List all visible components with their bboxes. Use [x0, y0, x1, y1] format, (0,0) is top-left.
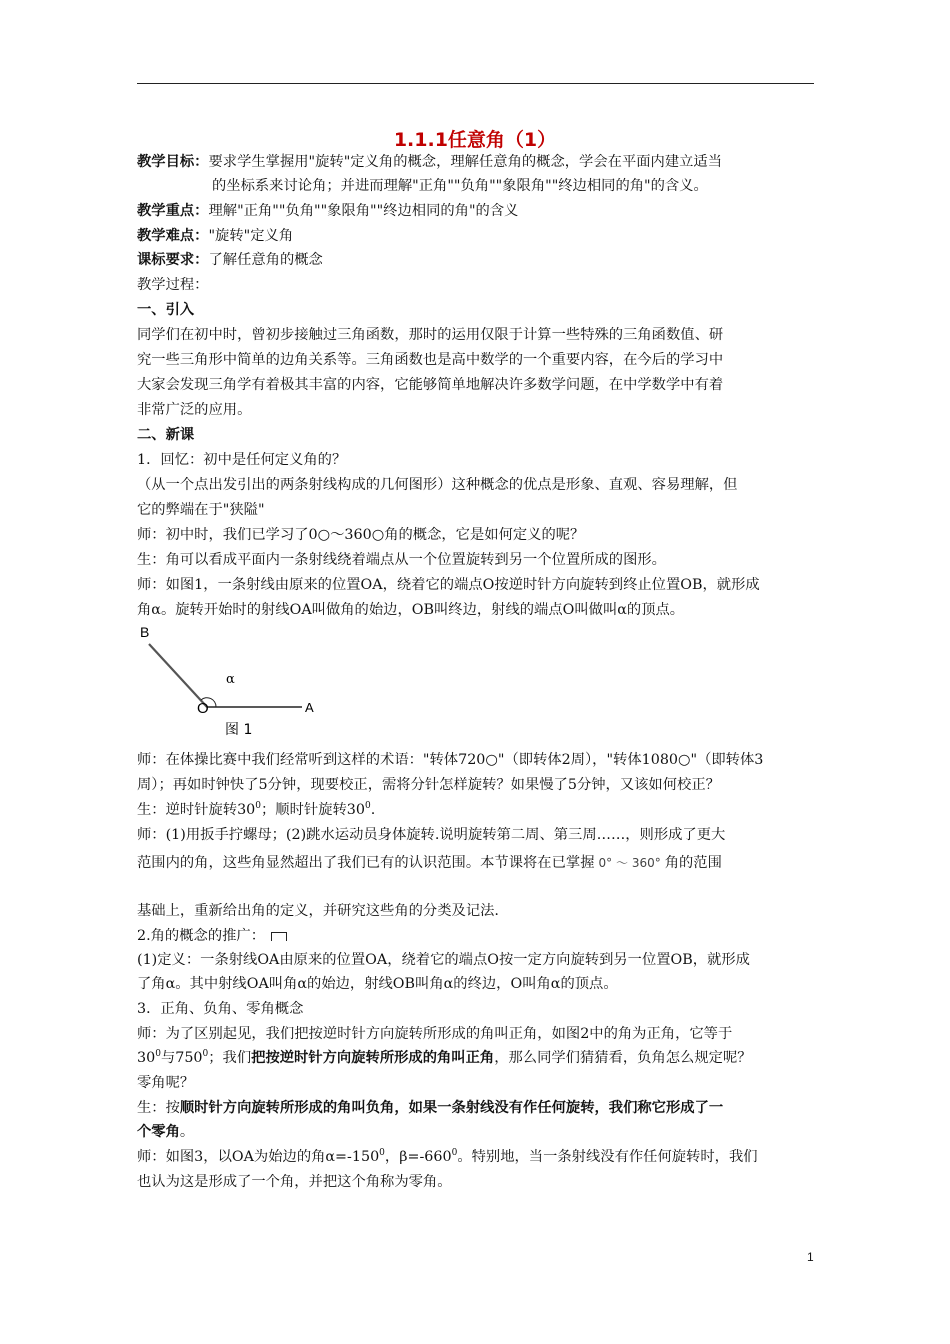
- goal-line-2: 的坐标系来讨论角；并进而理解"正角""负角""象限角""终边相同的角"的含义。: [212, 178, 708, 194]
- body-line: 3．正角、负角、零角概念: [137, 1001, 304, 1017]
- header-rule: [137, 83, 814, 84]
- body-line: 师：如图3，以OA为始边的角$\alpha=-150^0$，$\beta=-660^0$。特别地，当一条射线没有作任何旋转时，我们: [137, 1148, 758, 1165]
- lesson-line: 师：如图1，一条射线由原来的位置OA，绕着它的端点O按逆时针方向旋转到终止位置OB，就形成: [137, 577, 760, 593]
- new-lesson-heading: 二、新课: [137, 427, 195, 443]
- page-title: 1.1.1任意角（1）: [393, 129, 557, 151]
- label-b: B: [140, 624, 150, 640]
- body-line: 师：为了区别起见，我们把按逆时针方向旋转所形成的角叫正角，如图2中的角为正角，它等于: [137, 1026, 733, 1042]
- lesson-line: （从一个点出发引出的两条射线构成的几何图形）这种概念的优点是形象、直观、容易理解，但: [137, 477, 738, 493]
- intro-line: 同学们在初中时，曾初步接触过三角函数，那时的运用仅限于计算一些特殊的三角函数值、研: [137, 327, 724, 343]
- intro-line: 大家会发现三角学有着极其丰富的内容，它能够简单地解决许多数学问题，在中学数学中有着: [137, 377, 724, 393]
- lesson-line: 角α。旋转开始时的射线OA叫做角的始边，OB叫终边，射线的端点O叫做叫α的顶点。: [137, 602, 685, 618]
- intro-heading: 一、引入: [137, 302, 195, 318]
- label-alpha: α: [226, 672, 235, 687]
- body-line: 生：逆时针旋转$30^0$；顺时针旋转$30^0$.: [137, 801, 376, 818]
- lesson-line: 师：初中时，我们已学习了0○～360○角的概念，它是如何定义的呢？: [137, 527, 585, 543]
- angle-range-formula: 0° ～ 360°: [598, 856, 661, 870]
- body-line: 2.角的概念的推广：: [137, 926, 287, 946]
- label-o: O: [197, 700, 209, 717]
- lesson-line: 它的弊端在于"狭隘": [137, 502, 265, 518]
- lesson-line: 生：角可以看成平面内一条射线绕着端点从一个位置旋转到另一个位置所成的图形。: [137, 552, 666, 568]
- body-line: 了角α。其中射线OA叫角α的始边，射线OB叫角α的终边，O叫角α的顶点。: [137, 976, 618, 992]
- body-line: 周）；再如时钟快了5分钟，现要校正，需将分针怎样旋转？如果慢了5分钟，又该如何校正？: [137, 777, 720, 793]
- body-line: $30^0$与$750^0$；我们把按逆时针方向旋转所形成的角叫正角，那么同学们猜猜看，负角怎么规定呢？: [137, 1049, 752, 1066]
- body-line: 师：(1)用扳手拧螺母；(2)跳水运动员身体旋转.说明旋转第二周、第三周……，则形成了更大: [137, 827, 726, 843]
- body-line: 零角呢？: [137, 1075, 195, 1091]
- lesson-line: 1．回忆：初中是任何定义角的？: [137, 452, 347, 468]
- body-line: (1)定义：一条射线OA由原来的位置OA，绕着它的端点O按一定方向旋转到另一位置OB，就形成: [137, 952, 750, 968]
- label-a: A: [305, 700, 314, 715]
- figure-caption: 图 1: [225, 722, 253, 738]
- key-point-line: 教学重点：理解"正角""负角""象限角""终边相同的角"的含义: [137, 203, 519, 219]
- ray-ob: [149, 644, 207, 707]
- intro-line: 非常广泛的应用。: [137, 402, 252, 418]
- body-line: 基础上，重新给出角的定义，并研究这些角的分类及记法.: [137, 903, 499, 919]
- body-line: 也认为这是形成了一个角，并把这个角称为零角。: [137, 1174, 452, 1190]
- body-line: 师：在体操比赛中我们经常听到这样的术语："转体720○"（即转体2周），"转体1080○"（即转体3: [137, 752, 764, 768]
- page-number: 1: [807, 1250, 814, 1264]
- goal-line-1: 教学目标：要求学生掌握用"旋转"定义角的概念，理解任意角的概念，学会在平面内建立适当: [137, 154, 723, 170]
- standard-line: 课标要求：了解任意角的概念: [137, 252, 323, 268]
- process-line: 教学过程：: [137, 277, 209, 293]
- intro-line: 究一些三角形中简单的边角关系等。三角函数也是高中数学的一个重要内容，在今后的学习中: [137, 352, 724, 368]
- body-line: 范围内的角，这些角显然超出了我们已有的认识范围。本节课将在已掌握 0° ～ 360° 角的范围: [137, 855, 722, 871]
- body-line: 生：按顺时针方向旋转所形成的角叫负角，如果一条射线没有作任何旋转，我们称它形成了一: [137, 1100, 724, 1116]
- body-line: 个零角。: [137, 1124, 195, 1140]
- figure-1-angle-diagram: [137, 622, 337, 742]
- difficulty-line: 教学难点："旋转"定义角: [137, 228, 294, 244]
- bracket-mark: [271, 932, 287, 941]
